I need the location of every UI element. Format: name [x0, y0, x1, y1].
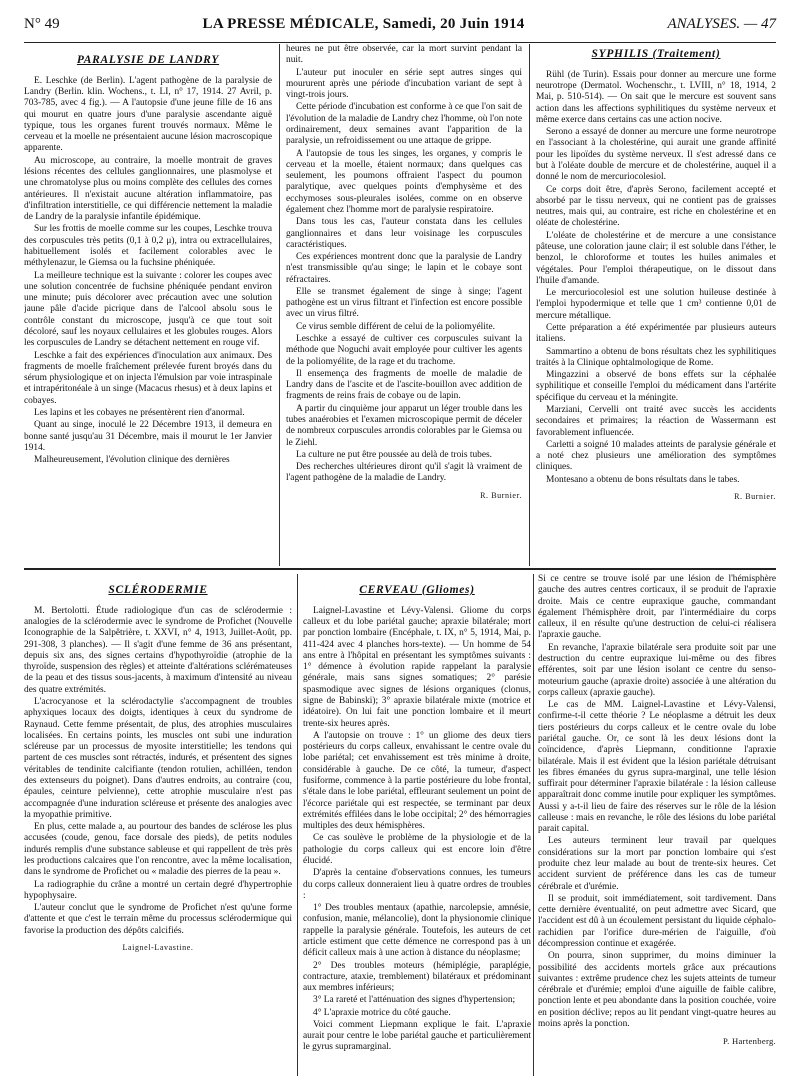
article-paragraph: Carletti a soigné 10 malades atteints de paralysie générale et a noté chez plusieurs une amélioration des symptômes cliniques.: [536, 439, 776, 473]
article-paragraph: On pourra, sinon supprimer, du moins diminuer la possibilité des accidents mortels grâce aux précautions suivantes : extrême prudence chez les sujets atteints de tumeur cérébrale et d'urémie; emploi d'une aiguille de faible calibre, ponction lente et peu abondante dans la position couchée, voire en position déclive; repos au lit pendant vingt-quatre heures au moins après la ponction.: [538, 951, 776, 1029]
article-paragraph: La meilleure technique est la suivante : colorer les coupes avec une solution concentrée de fuchsine phéniquée pendant environ une minute; puis décolorer avec précaution avec une solution jaune pâle d'acide picrique dans de l'alcool absolu sous le contrôle constant du microscope, jusqu'à ce que tout soit décoloré, sauf les noyaux cellulaires et les globules rouges. Alors les corpuscules de Landry se détachent nettement en rouge vif.: [24, 270, 272, 349]
article-paragraph: Au microscope, au contraire, la moelle montrait de graves lésions récentes des cellules ganglionnaires, une plasmolyse et une chromatolyse plus ou moins complète des cellules des cornes antérieures. Il n'existait aucune altération inflammatoire, pas d'infiltration interstitielle, ce qui différencie nettement la maladie de Landry de la paralysie infantile épidémique.: [24, 155, 272, 223]
article-paragraph: Le cas de MM. Laignel-Lavastine et Lévy-Valensi, confirme-t-il cette théorie ? Le néoplasme a détruit les deux tiers postérieurs du corps calleux et le centre ovale du lobe pariétal gauche. Or, ce sont là les deux lésions dont la coïncidence, d'après Liepmann, conditionne l'apraxie bilatérale. Mais il est évident que la lésion pariétale détruisant les fibres émanées du gyrus supra-marginal, une telle lésion suffirait pour déterminer l'apraxie bilatérale : la lésion calleuse apparaîtrait donc comme inutile pour expliquer les symptômes. Aussi y a-t-il lieu de faire des réserves sur le rôle de la lésion calleuse : mais en revanche, le rôle des lésions du lobe pariétal parait capital.: [538, 700, 776, 835]
article-paragraph: En revanche, l'apraxie bilatérale sera produite soit par une destruction du centre eupraxique lui-même ou des fibres efférentes, soit par une lésion isolant ce centre du senso-moteurium gauche (apraxie droite) associée à une altération du corps calleux (apraxie gauche).: [538, 642, 776, 698]
column-divider: [297, 574, 298, 1076]
article-paragraph: A l'autopsie on trouve : 1° un gliome des deux tiers postérieurs du corps calleux, envahissant le centre ovale du lobe pariétal; cet envahissement est très minime à droite, considérable à gauche. De ce côté, la tumeur, d'aspect fusiforme, commence à la partie postérieure du lobe frontal, s'étale dans le lobe pariétal, effleurant seulement un point de l'écorce pariétale qui est respectée, se terminant par deux extrémités effilées dans le lobe occipital; 2° des hémorragies multiples des deux hémisphères.: [303, 730, 531, 832]
author-signature: R. Burnier.: [734, 491, 776, 501]
article-paragraph: Leschke a fait des expériences d'inoculation aux animaux. Des fragments de moelle fraîchement prélevée furent broyés dans du sérum physiologique et on injecta l'émulsion par voie intraspinale et intrapéritonéale à un singe (Macacus rhesus) et à deux lapins et cobayes.: [24, 350, 272, 406]
column-divider: [533, 574, 534, 1076]
article-paragraph: heures ne put être observée, car la mort survint pendant la nuit.: [286, 44, 522, 66]
column-cerveau-continued: [538, 574, 776, 1074]
page-number: N° 49: [24, 16, 60, 32]
article-paragraph: Ce virus semble différent de celui de la poliomyélite.: [296, 321, 495, 332]
article-paragraph: Sur les frottis de moelle comme sur les coupes, Leschke trouva des corpuscules très petits (0,1 à 0,2 μ), intra ou extracellulaires, habituellement isolés et facilement colorables avec le méthylenazur, le Giemsa ou la fuchsine phéniquée.: [24, 224, 272, 269]
article-paragraph: 3° La rareté et l'atténuation des signes d'hypertension;: [313, 995, 516, 1006]
article-paragraph: Malheureusement, l'évolution clinique des dernières: [34, 455, 230, 466]
column-sclerodermie: [24, 574, 292, 1074]
article-paragraph: 1° Des troubles mentaux (apathie, narcolepsie, amnésie, confusion, manie, mélancolie), dont la physionomie clinique rappelle la paralysie générale. Toutefois, les auteurs de cet article estiment que cette démence ne correspond pas à un déficit calleux mais à une action à distance du néoplasme;: [303, 903, 531, 959]
column-divider: [279, 44, 280, 566]
section-page: ANALYSES. — 47: [667, 16, 776, 32]
article-paragraph: Laignel-Lavastine et Lévy-Valensi. Gliome du corps calleux et du lobe pariétal gauche; apraxie bilatérale; mort par ponction lombaire (Encéphale, t. IX, n° 5, 1914, Mai, p. 411-424 avec 4 planches hors-texte). — Un homme de 54 ans entre à l'hôpital en présentant les symptômes suivants : 1° démence à évolution rapide rappelant la paralysie générale, mais sans signes somatiques; 2° parésie spasmodique avec signes de lésions organiques (clonus, signe de Babinski); 3° apraxie bilatérale mixte (motrice et idéatoire). On lui fait une ponction lombaire et il meurt trente-six heures après.: [303, 605, 531, 729]
article-paragraph: Elle se transmet également de singe à singe; l'agent pathogène est un virus filtrant et l'infection est encore possible avec un virus filtré.: [286, 286, 522, 320]
article-paragraph: Montesano a obtenu de bons résultats dans le tabes.: [546, 474, 740, 485]
column-paralysie-continued: [286, 44, 522, 562]
article-paragraph: Ce cas soulève le problème de la physiologie et de la pathologie du corps calleux qui est encore loin d'être élucidé.: [303, 833, 531, 866]
article-paragraph: L'auteur conclut que le syndrome de Profichet n'est qu'une forme d'attente et que c'est le terrain même du processus sclérodermique qui favorise la production des dépôts calcifiés.: [24, 903, 292, 936]
article-paragraph: Voici comment Liepmann explique le fait. L'apraxie aurait pour centre le lobe pariétal gauche et particulièrement le gyrus supramarginal.: [303, 1019, 531, 1053]
page-header: [24, 16, 776, 43]
author-signature: Laignel-Lavastine.: [122, 942, 194, 952]
article-paragraph: Rühl (de Turin). Essais pour donner au mercure une forme neurotrope (Dermatol. Wochenschr., t. LVIII, n° 18, 1914, 2 Mai, p. 510-514). — On sait que le mercure est souvent sans action dans les affections syphilitiques du système nerveux et même exerce dans certains cas une action nocive.: [536, 69, 776, 125]
article-paragraph: Les lapins et les cobayes ne présentèrent rien d'anormal.: [34, 407, 245, 418]
article-paragraph: Sammartino a obtenu de bons résultats chez les syphilitiques traités à la Clinique ophtalmologique de Rome.: [536, 346, 776, 368]
section-title-paralysie: PARALYSIE DE LANDRY: [76, 54, 220, 66]
section-divider: [24, 568, 776, 570]
article-paragraph: L'acrocyanose et la sclérodactylie s'accompagnent de troubles aphyxiques locaux des doigts, identiques à ceux du syndrome de Raynaud. Cette femme présentait, de plus, des atrophies musculaires localisées. En certains points, les muscles ont subi une induration scléreuse par un processus de myosite interstitielle; les tendons qui partent de ces muscles sont rétractés, indurés, et présentent des signes véritables de tendinite calcifiante (tendon rotulien, achilléen, tendon des extenseurs du poignet). Dans d'autres endroits, au contraire (cou, épaules, ceinture pelvienne), cette atrophie musculaire n'est pas accompagnée d'une induration scléreuse et présente des analogies avec la myopathie primitive.: [24, 697, 292, 820]
section-title-sclerodermie: SCLÉRODERMIE: [108, 584, 208, 596]
article-paragraph: La culture ne put être poussée au delà de trois tubes.: [296, 449, 493, 460]
article-paragraph: 2° Des troubles moteurs (hémiplégie, paraplégie, contracture, ataxie, tremblement) bilatéraux et prédominant aux membres inférieurs;: [303, 960, 531, 994]
section-title-cerveau: CERVEAU (Gliomes): [359, 584, 475, 596]
article-paragraph: A partir du cinquième jour apparut un léger trouble dans les tubes anaérobies et l'examen microscopique permit de déceler de nombreux corpuscules arrondis colorables par le Giemsa ou le Ziehl.: [286, 403, 522, 448]
author-signature: P. Hartenberg.: [723, 1036, 776, 1047]
article-paragraph: L'oléate de cholestérine et de mercure a une consistance pâteuse, une coloration jaune clair; il est soluble dans l'éther, le benzol, le chloroforme et toutes les huiles animales et végétales. Pour l'emploi thérapeutique, on le dissout dans l'huile d'amande.: [536, 230, 776, 286]
article-paragraph: Le mercuriocolesiol est une solution huileuse destinée à l'emploi hypodermique et telle que 1 cm³ contienne 0,01 de mercure métallique.: [536, 288, 776, 321]
article-paragraph: Il se produit, soit immédiatement, soit tardivement. Dans cette dernière éventualité, on peut admettre avec Sicard, que l'accident est dû à un écoulement persistant du liquide céphalo-rachidien par l'orifice dure-mérien de l'aiguille, d'où décompression continue et exagérée.: [538, 893, 776, 949]
article-paragraph: D'après la centaine d'observations connues, les tumeurs du corps calleux donneraient lieu à quatre ordres de troubles :: [303, 868, 531, 901]
journal-title: LA PRESSE MÉDICALE, Samedi, 20 Juin 1914: [202, 16, 525, 32]
article-paragraph: M. Bertolotti. Étude radiologique d'un cas de sclérodermie : analogies de la sclérodermie avec le syndrome de Profichet (Nouvelle Iconographie de la Salpêtrière, t. XXVI, n° 4, 1913, Juillet-Août, pp. 291-308, 3 planches). — Il s'agit d'une femme de 36 ans présentant, depuis six ans, des signes certains d'hypothyroïdie (atrophie de la thyroïde, suspension des règles) et atteinte d'altérations sclérémateuses de la peau et des tissus sous-jacents, à maximum d'intensité au niveau des quatre extrémités.: [24, 605, 292, 695]
article-paragraph: 4° L'apraxie motrice du côté gauche.: [313, 1007, 451, 1018]
article-paragraph: Dans tous les cas, l'auteur constata dans les cellules ganglionnaires et dans leur voisinage les corpuscules caractéristiques.: [286, 217, 522, 250]
article-paragraph: Il ensemença des fragments de moelle de maladie de Landry dans de l'ascite et de l'ascite-bouillon avec addition de fragments de reins frais de cobaye ou de lapin.: [286, 368, 522, 402]
article-paragraph: Les auteurs terminent leur travail par quelques considérations sur la mort par ponction lombaire qui s'est produite chez leur malade au bout de trente-six heures. Cet accident survient de préférence dans les cas de tumeur cérébrale et d'urémie.: [538, 836, 776, 892]
article-paragraph: L'auteur put inoculer en série sept autres singes qui moururent après une période d'incubation variant de sept à vingt-trois jours.: [286, 67, 522, 101]
article-paragraph: Quant au singe, inoculé le 22 Décembre 1913, il demeura en bonne santé jusqu'au 31 Décembre, mais il mourut le 1er Janvier 1914.: [24, 420, 272, 453]
article-paragraph: Cette période d'incubation est conforme à ce que l'on sait de l'évolution de la maladie de Landry chez l'homme, où l'on note ordinairement, deux semaines avant l'apparition de la paralysie, un refroidissement ou une attaque de grippe.: [286, 102, 522, 147]
column-paralysie-landry: [24, 44, 272, 542]
article-paragraph: Leschke a essayé de cultiver ces corpuscules suivant la méthode que Noguchi avait employée pour cultiver les agents de la poliomyélite, de la rage et du trachome.: [286, 334, 522, 367]
article-paragraph: Marziani, Cervelli ont traité avec succès les accidents secondaires et primaires; la réaction de Wassermann est favorablement influencée.: [536, 404, 776, 438]
section-title-syphilis: SYPHILIS (Traitement): [591, 48, 721, 60]
article-paragraph: En plus, cette malade a, au pourtour des bandes de sclérose les plus accusées (coude, genou, face dorsale des pieds), de petits nodules indurés remplis d'une substance sableuse et qui rappellent de très près les productions calcaires que l'on rencontre, avec la même localisation, dans le syndrome de Profichet ou « maladie des pierres de la peau ».: [24, 822, 292, 878]
column-syphilis: [536, 44, 776, 562]
article-paragraph: Serono a essayé de donner au mercure une forme neurotrope en l'associant à la cholestérine, qui aurait une grande affinité pour les lipoïdes du système nerveux. Il s'est adressé dans ce but à l'oléate double de mercure et de cholestérine, auquel il a donné le nom de mercuriocolesiol.: [536, 127, 776, 183]
article-paragraph: Ce corps doit être, d'après Serono, facilement accepté et absorbé par le tissu nerveux, qui ne contient pas de graisses neutres, mais qui, au contraire, est riche en cholestérine et en oléate de cholestérine.: [536, 184, 776, 229]
article-paragraph: Ces expériences montrent donc que la paralysie de Landry n'est transmissible qu'au singe; le lapin et le cobaye sont réfractaires.: [286, 252, 522, 285]
column-cerveau: [303, 574, 531, 1074]
author-signature: R. Burnier.: [480, 490, 522, 500]
article-paragraph: La radiographie du crâne a montré un certain degré d'hypertrophie hypophysaire.: [24, 879, 292, 901]
article-paragraph: Cette préparation a été expérimentée par plusieurs auteurs italiens.: [536, 322, 776, 345]
article-paragraph: Mingazzini a observé de bons effets sur la céphalée syphilitique et conseille l'emploi du médicament dans l'artérite spécifique du cerveau et la méningite.: [536, 370, 776, 403]
article-paragraph: Si ce centre se trouve isolé par une lésion de l'hémisphère gauche des autres centres corticaux, il se produit de l'apraxie droite. Mais ce centre eupraxique gauche, commandant également l'hémisphère droit, par l'intermédiaire du corps calleux, il en résulte qu'une destruction de celui-ci réalisera l'apraxie gauche.: [538, 574, 776, 641]
article-paragraph: Des recherches ultérieures diront qu'il s'agit là vraiment de l'agent pathogène de la maladie de Landry.: [286, 462, 522, 484]
article-paragraph: E. Leschke (de Berlin). L'agent pathogène de la paralysie de Landry (Berlin. klin. Wochens., t. LI, n° 17, 1914. 27 Avril, p. 703-785, avec 4 fig.). — A l'autopsie d'une jeune fille de 16 ans qui mourut en quatre jours d'une paralysie ascendante aiguë typique, tous les organes furent trouvés normaux. Même le cerveau et la moelle ne présentaient aucune lésion macroscopique apparente.: [24, 75, 272, 154]
column-divider: [529, 44, 530, 566]
article-paragraph: A l'autopsie de tous les singes, les organes, y compris le cerveau et la moelle, étaient normaux; dans quelques cas seulement, les poumons offraient l'aspect du poumon paralytique, avec quelques points d'emphysème et des ecchymoses sous-pleurales isolées, comme on en observe également chez l'homme mort de paralysie respiratoire.: [286, 148, 522, 215]
